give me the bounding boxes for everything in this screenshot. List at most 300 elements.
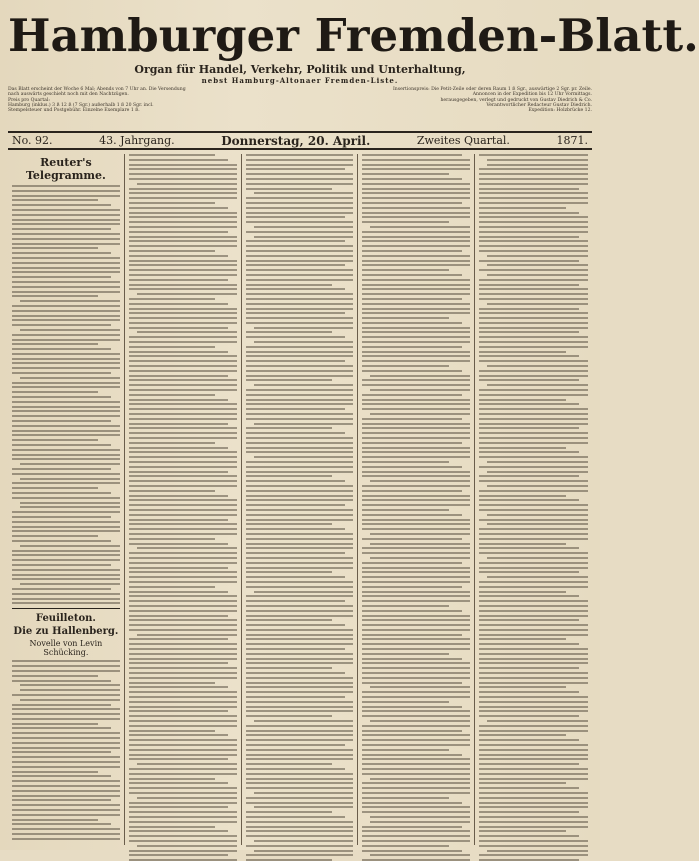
text-line (129, 595, 237, 597)
text-line (129, 451, 237, 453)
text-line (246, 739, 354, 741)
text-line (246, 480, 345, 482)
text-line (479, 758, 588, 760)
text-line (479, 360, 588, 362)
text-line (129, 298, 215, 300)
text-line (479, 178, 588, 180)
text-line (362, 456, 470, 458)
text-line (20, 689, 120, 691)
text-line (246, 442, 354, 444)
text-line (246, 552, 345, 554)
text-line (362, 317, 448, 319)
text-line (362, 581, 470, 583)
text-line (362, 658, 461, 660)
text-line (479, 451, 579, 453)
text-line (362, 355, 470, 357)
text-line (362, 648, 470, 650)
text-line (479, 284, 579, 286)
text-line (12, 185, 120, 187)
text-line (246, 471, 354, 473)
text-line (137, 763, 237, 765)
text-line (362, 379, 470, 381)
text-line (129, 480, 237, 482)
text-line (479, 787, 579, 789)
text-line (362, 427, 470, 429)
text-line (246, 298, 354, 300)
text-line (246, 331, 332, 333)
text-line (362, 245, 470, 247)
text-line (479, 423, 588, 425)
text-line (362, 806, 470, 808)
text-line (479, 403, 579, 405)
text-line (12, 593, 120, 595)
text-line (12, 214, 120, 216)
text-line (479, 845, 588, 847)
masthead-title: Hamburger Fremden-Blatt. (8, 9, 699, 62)
text-line (129, 216, 237, 218)
text-line (362, 547, 470, 549)
text-line (20, 583, 120, 585)
text-line (362, 298, 461, 300)
text-line (246, 778, 354, 780)
text-line (12, 751, 111, 753)
text-line (479, 355, 579, 357)
text-line (129, 236, 237, 238)
text-line (246, 202, 354, 204)
text-line (12, 243, 120, 245)
text-line (246, 308, 354, 310)
text-line (362, 710, 470, 712)
text-line (12, 814, 120, 816)
text-line (12, 219, 120, 221)
text-line (12, 190, 120, 192)
text-line (12, 367, 120, 369)
text-line (246, 164, 354, 166)
text-line (12, 775, 111, 777)
text-line (129, 802, 237, 804)
text-line (246, 485, 354, 487)
text-line (129, 197, 237, 199)
text-line (12, 473, 120, 475)
text-line (20, 684, 120, 686)
text-line (246, 821, 354, 823)
text-line (246, 183, 354, 185)
text-line (129, 499, 237, 501)
text-line (12, 823, 111, 825)
text-line (246, 543, 354, 545)
text-line (362, 835, 470, 837)
text-line (129, 164, 237, 166)
text-line (479, 715, 579, 717)
text-line (129, 173, 237, 175)
text-line (487, 274, 588, 276)
text-line (12, 718, 120, 720)
text-line (246, 816, 345, 818)
text-line (362, 192, 470, 194)
text-line (12, 497, 120, 499)
text-line (129, 850, 237, 852)
text-line (12, 530, 120, 532)
text-line (246, 379, 332, 381)
text-line (246, 274, 354, 276)
text-line (487, 850, 588, 852)
text-line (254, 591, 354, 593)
text-line (479, 730, 588, 732)
text-line (362, 802, 461, 804)
text-line (12, 766, 120, 768)
text-line (479, 437, 588, 439)
text-line (129, 638, 228, 640)
text-line (479, 236, 579, 238)
text-line (362, 370, 461, 372)
text-line (362, 269, 448, 271)
text-line (129, 643, 237, 645)
text-line (246, 499, 354, 501)
text-line (246, 730, 354, 732)
text-line (246, 662, 354, 664)
text-line (479, 734, 566, 736)
text-line (479, 749, 588, 751)
text-line (246, 432, 345, 434)
text-line (129, 552, 237, 554)
info-line: Das Blatt erscheint der Woche 6 Mal; Abends von 7 Uhr an. Die Versendung (8, 87, 186, 92)
text-line (362, 715, 470, 717)
text-line (362, 303, 470, 305)
text-line (479, 701, 588, 703)
text-line (12, 276, 111, 278)
text-line (246, 451, 354, 453)
text-line (362, 288, 470, 290)
text-line (12, 665, 120, 667)
text-line (129, 629, 237, 631)
text-line (129, 461, 237, 463)
text-line (479, 830, 566, 832)
text-line (362, 830, 470, 832)
text-line (129, 317, 237, 319)
text-line (479, 696, 588, 698)
text-line (362, 509, 448, 511)
text-line (246, 519, 354, 521)
text-line (246, 514, 354, 516)
text-line (12, 324, 111, 326)
text-line (12, 358, 120, 360)
text-line (246, 638, 354, 640)
text-line (246, 634, 354, 636)
text-line (362, 850, 461, 852)
text-line (362, 423, 470, 425)
text-line (246, 677, 354, 679)
text-line (12, 809, 120, 811)
text-line (254, 236, 354, 238)
info-line: Preis pro Quartal: (8, 97, 50, 103)
text-line (129, 485, 237, 487)
text-line (12, 819, 98, 821)
text-line (479, 725, 588, 727)
text-line (362, 432, 470, 434)
text-line (246, 686, 354, 688)
text-line (20, 506, 120, 508)
text-line (246, 610, 354, 612)
text-line (129, 212, 237, 214)
text-line (362, 308, 470, 310)
text-line (129, 312, 237, 314)
text-line (487, 384, 588, 386)
text-line (12, 569, 120, 571)
text-line (479, 797, 588, 799)
text-line (129, 346, 215, 348)
text-line (254, 792, 354, 794)
text-line (129, 610, 237, 612)
text-line (12, 271, 120, 273)
text-line (246, 787, 354, 789)
section-heading-telegrams: Reuter's Telegramme. (25, 156, 106, 182)
text-line (254, 456, 354, 458)
text-line (362, 207, 470, 209)
text-line (12, 708, 120, 710)
text-line (479, 192, 588, 194)
text-line (362, 260, 470, 262)
text-line (12, 780, 120, 782)
text-line (362, 293, 470, 295)
text-line (246, 696, 345, 698)
text-line (137, 547, 237, 549)
text-line (12, 761, 120, 763)
text-line (362, 365, 448, 367)
text-line (479, 562, 588, 564)
text-line (479, 432, 588, 434)
text-line (129, 787, 237, 789)
text-line (12, 434, 120, 436)
text-line (479, 567, 588, 569)
text-line (479, 490, 588, 492)
quarter: Zweites Quartal. (416, 134, 510, 147)
text-line (362, 787, 470, 789)
text-line (362, 178, 461, 180)
text-line (370, 720, 470, 722)
text-line (362, 327, 470, 329)
text-line (246, 495, 354, 497)
dateline (8, 131, 592, 150)
text-line (129, 418, 237, 420)
text-line (362, 485, 470, 487)
text-line (479, 231, 588, 233)
text-line (246, 648, 345, 650)
text-line (254, 384, 354, 386)
text-line (479, 331, 579, 333)
text-line (479, 811, 579, 813)
text-line (12, 444, 111, 446)
text-line (479, 408, 588, 410)
text-line (362, 629, 470, 631)
text-line (246, 365, 354, 367)
text-line (479, 547, 579, 549)
text-line (12, 439, 98, 441)
text-line (246, 845, 354, 847)
text-line (246, 322, 354, 324)
text-line (362, 638, 470, 640)
text-line (129, 648, 237, 650)
text-line (246, 346, 354, 348)
text-line (362, 442, 461, 444)
text-line (362, 408, 470, 410)
text-line (129, 504, 237, 506)
text-line (479, 538, 588, 540)
text-line (12, 511, 120, 513)
text-line (370, 686, 470, 688)
text-line (12, 521, 120, 523)
text-line (246, 682, 354, 684)
text-line (479, 188, 579, 190)
text-line (129, 303, 228, 305)
text-line (487, 557, 588, 559)
text-line (246, 581, 354, 583)
text-line (479, 552, 588, 554)
text-line (362, 490, 461, 492)
text-line (479, 821, 588, 823)
text-line (362, 662, 470, 664)
text-line (129, 202, 215, 204)
text-line (487, 255, 588, 257)
text-line (129, 586, 215, 588)
text-line (362, 336, 470, 338)
text-line (246, 245, 354, 247)
text-line (129, 749, 237, 751)
text-line (362, 591, 470, 593)
text-line (12, 680, 111, 682)
text-line (479, 591, 566, 593)
text-line (246, 667, 332, 669)
text-line (12, 833, 120, 835)
column-text (129, 154, 237, 861)
text-line (479, 327, 588, 329)
text-line (12, 204, 111, 206)
text-line (12, 247, 98, 249)
text-line (370, 389, 470, 391)
text-line (362, 231, 470, 233)
text-line (129, 744, 237, 746)
text-line (254, 720, 354, 722)
text-line (479, 221, 588, 223)
text-line (254, 840, 354, 842)
text-line (479, 662, 588, 664)
text-line (479, 826, 588, 828)
text-line (246, 782, 354, 784)
text-line (129, 782, 228, 784)
text-line (12, 223, 120, 225)
feuilleton-subtitle: Novelle von Levin Schücking. (29, 639, 103, 658)
text-line (479, 293, 588, 295)
text-line (246, 284, 332, 286)
text-line (362, 461, 448, 463)
text-line (362, 538, 461, 540)
text-line (246, 715, 332, 717)
text-line (129, 284, 237, 286)
text-line (12, 430, 120, 432)
text-line (362, 845, 448, 847)
text-line (129, 682, 215, 684)
text-line (362, 667, 470, 669)
text-line (12, 713, 120, 715)
text-line (479, 298, 588, 300)
text-line (246, 370, 354, 372)
text-line (129, 399, 228, 401)
text-line (362, 696, 470, 698)
text-line (362, 475, 470, 477)
text-line (362, 451, 470, 453)
text-line (246, 744, 345, 746)
text-line (362, 236, 470, 238)
text-line (12, 747, 120, 749)
text-line (362, 749, 448, 751)
text-line (362, 672, 470, 674)
text-line (254, 226, 354, 228)
text-line (129, 667, 237, 669)
column-4 (358, 154, 475, 845)
text-line (479, 202, 588, 204)
text-line (370, 413, 470, 415)
text-line (12, 771, 98, 773)
text-line (487, 514, 588, 516)
text-line (246, 576, 345, 578)
text-line (246, 173, 354, 175)
text-line (129, 528, 237, 530)
text-line (479, 456, 588, 458)
text-line (246, 773, 354, 775)
year: 1871. (556, 134, 588, 147)
issue-number: No. 92. (12, 134, 53, 147)
text-line (362, 586, 461, 588)
text-line (362, 216, 470, 218)
text-line (487, 461, 588, 463)
text-line (479, 394, 588, 396)
text-line (479, 212, 579, 214)
text-line (479, 341, 588, 343)
text-line (12, 554, 120, 556)
text-line (362, 341, 470, 343)
text-line (362, 619, 470, 621)
text-line (246, 427, 332, 429)
text-line (254, 850, 354, 852)
text-line (246, 619, 332, 621)
text-line (12, 737, 120, 739)
text-line (129, 533, 237, 535)
text-line (362, 643, 470, 645)
text-line (12, 598, 120, 600)
text-line (246, 418, 354, 420)
text-line (254, 423, 354, 425)
text-line (362, 418, 461, 420)
text-line (246, 231, 354, 233)
text-line (362, 763, 470, 765)
text-line (487, 471, 588, 473)
text-line (246, 600, 345, 602)
text-line (479, 619, 579, 621)
text-line (129, 221, 237, 223)
text-line (479, 686, 566, 688)
text-line (12, 257, 120, 259)
text-line (137, 331, 237, 333)
text-line (370, 226, 470, 228)
text-line (479, 682, 588, 684)
text-line (246, 595, 354, 597)
text-line (129, 806, 228, 808)
text-line (246, 355, 354, 357)
text-line (479, 495, 566, 497)
text-line (362, 634, 461, 636)
text-line (246, 317, 354, 319)
text-line (246, 538, 354, 540)
column-text (479, 154, 588, 861)
